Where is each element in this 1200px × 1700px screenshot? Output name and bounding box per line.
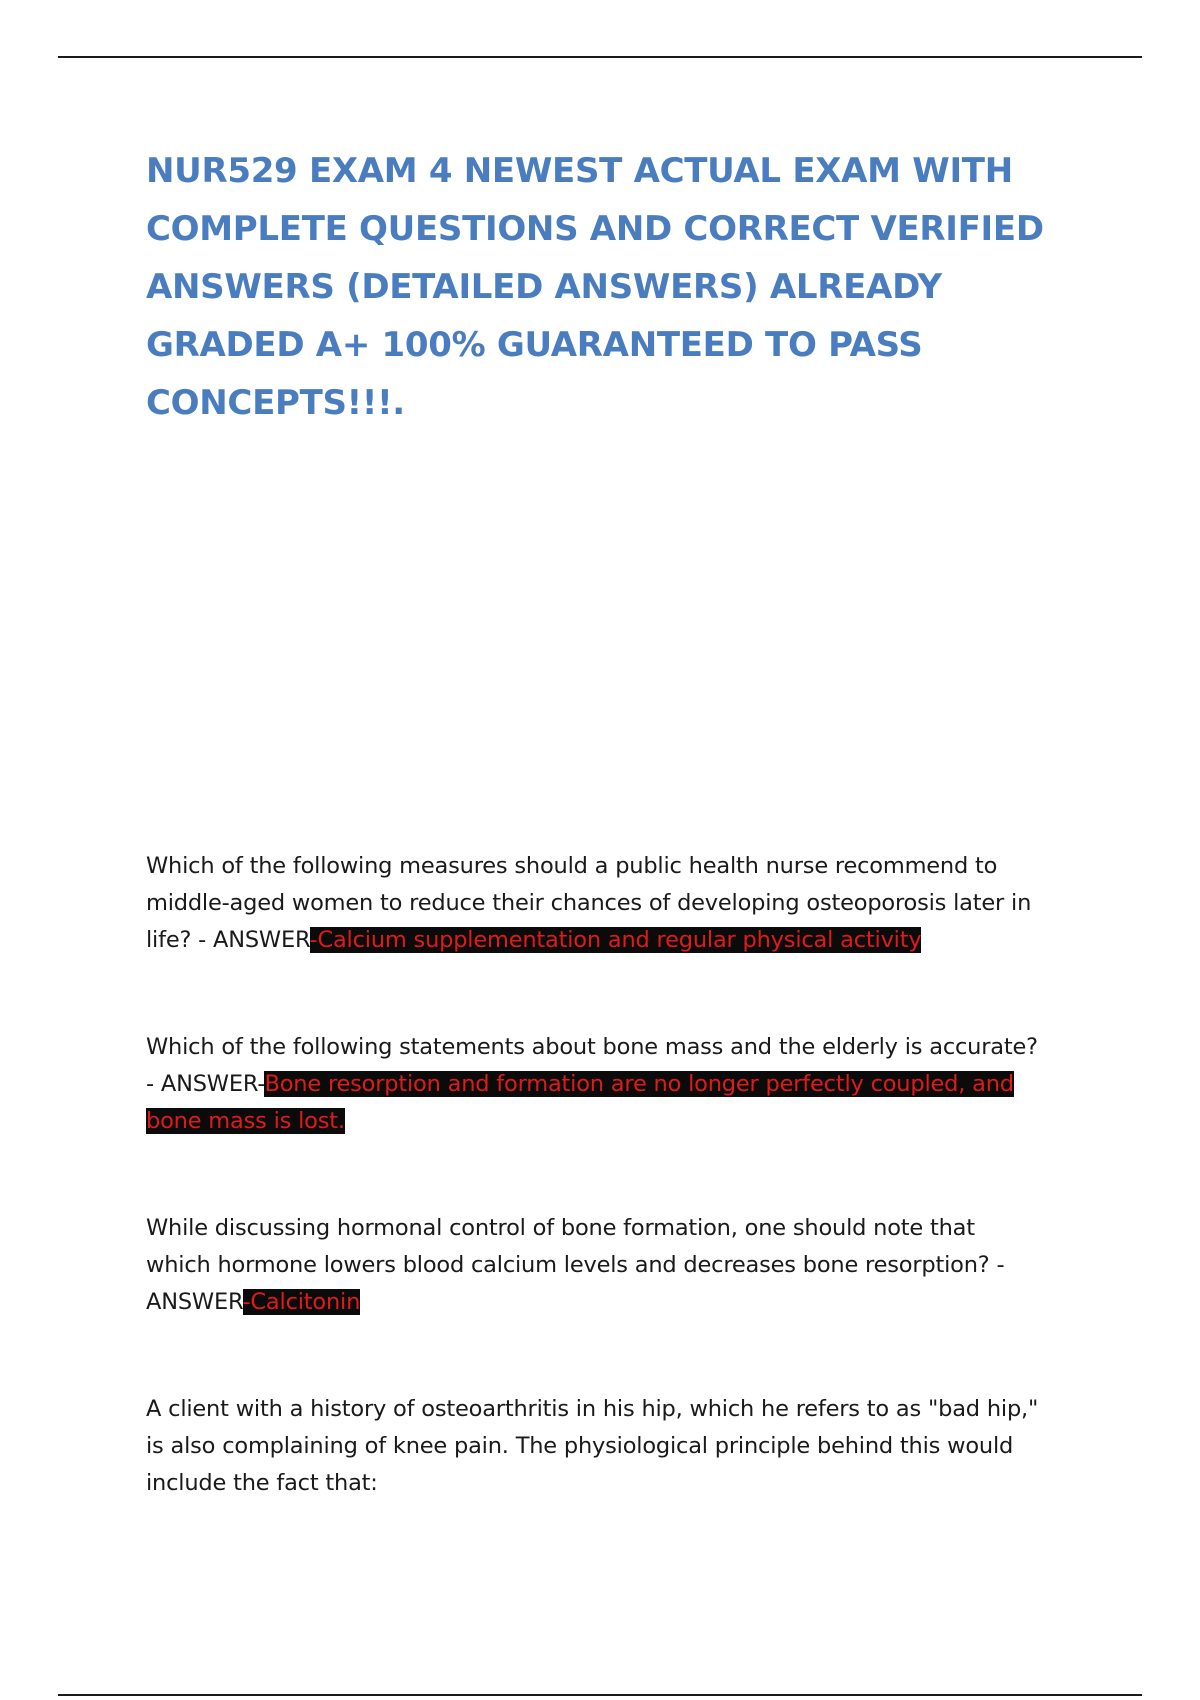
- question-text: Which of the following statements about bone mass and the elderly is accurate? - ANSWER-: [146, 1034, 1038, 1097]
- question-text: A client with a history of osteoarthritis in his hip, which he refers to as "bad hip," is also complaining of knee pain. The physiological principle behind this would include the fact that:: [146, 1396, 1039, 1496]
- question-block: [146, 848, 1046, 959]
- question-block: [146, 1029, 1046, 1140]
- page-title: NUR529 EXAM 4 NEWEST ACTUAL EXAM WITH COMPLETE QUESTIONS AND CORRECT VERIFIED ANSWERS (DETAILED ANSWERS) ALREADY GRADED A+ 100% GUARANTEED TO PASS CONCEPTS!!!.: [146, 151, 1044, 423]
- question-block: [146, 1391, 1046, 1502]
- answer-highlight: Bone resorption and formation are no longer perfectly coupled, and bone mass is lost.: [146, 1071, 1014, 1134]
- answer-highlight: -Calcitonin: [242, 1289, 361, 1315]
- question-block: [146, 1210, 1046, 1321]
- question-text: While discussing hormonal control of bone formation, one should note that which hormone lowers blood calcium levels and decreases bone resorption? - ANSWER: [146, 1215, 1005, 1315]
- header-rule: [58, 56, 1142, 58]
- question-text: Which of the following measures should a public health nurse recommend to middle-aged women to reduce their chances of developing osteoporosis later in life? - ANSWER: [146, 853, 1032, 953]
- answer-highlight: -Calcium supplementation and regular physical activity: [309, 927, 922, 953]
- footer-rule: [58, 1694, 1142, 1696]
